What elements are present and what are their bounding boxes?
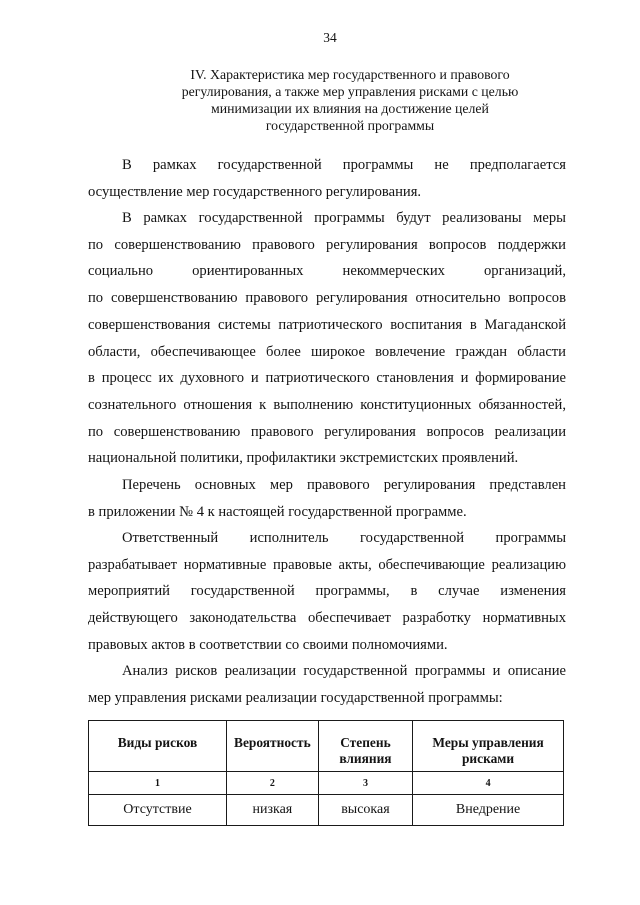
paragraph-line: действующего законодательства обеспечивает разработку нормативных [88, 610, 566, 627]
paragraph-line: В рамках государственной программы будут реализованы меры [122, 210, 566, 226]
paragraph-no-regulation [88, 152, 566, 205]
column-number: 3 [318, 772, 412, 795]
table-cell: Внедрение [413, 795, 564, 826]
paragraph-risk-analysis [88, 658, 566, 711]
header-risk-types: Виды рисков [89, 721, 227, 772]
paragraph-line: по совершенствованию правового регулирования вопросов реализации [88, 423, 566, 440]
table-row [89, 795, 564, 826]
paragraph-line: Ответственный исполнитель государственной программы [122, 530, 566, 546]
paragraph-list-reference [88, 472, 566, 525]
paragraph-line: национальной политики, профилактики экстремистских проявлений. [88, 450, 519, 467]
table-header-row [89, 721, 564, 772]
paragraph-line: сознательного отношения к выполнению конституционных обязанностей, [88, 396, 566, 413]
table-cell: низкая [226, 795, 318, 826]
page-number: 34 [323, 30, 337, 45]
paragraph-line: области, обеспечивающее более широкое вовлечение граждан области [88, 343, 566, 360]
table-number-row [89, 772, 564, 795]
paragraph-line: в процесс их духовного и патриотического становления и формирование [88, 370, 566, 387]
paragraph-line: мер управления рисками реализации государственной программы: [88, 689, 503, 706]
section-heading [100, 66, 600, 134]
paragraph-line: Анализ рисков реализации государственной программы и описание [122, 663, 566, 679]
heading-line: IV. Характеристика мер государственного и правового [190, 67, 510, 82]
paragraph-legal-measures [88, 205, 566, 472]
paragraph-responsible-executor [88, 525, 566, 659]
header-probability: Вероятность [226, 721, 318, 772]
header-management-measures: Меры управления рисками [413, 721, 564, 772]
paragraph-line: осуществление мер государственного регулирования. [88, 183, 422, 200]
risks-table [88, 720, 564, 826]
column-number: 1 [89, 772, 227, 795]
heading-line: регулирования, а также мер управления рисками с целью [181, 84, 519, 99]
paragraph-line: правовых актов в соответствии со своими полномочиями. [88, 636, 448, 653]
heading-line: минимизации их влияния на достижение целей [211, 101, 489, 116]
paragraph-line: мероприятий государственной программы, в случае изменения [88, 583, 566, 600]
header-impact-degree: Степень влияния [318, 721, 412, 772]
paragraph-line: Перечень основных мер правового регулирования представлен [122, 477, 566, 493]
column-number: 4 [413, 772, 564, 795]
paragraph-line: социально ориентированных некоммерческих организаций, [88, 263, 566, 280]
column-number: 2 [226, 772, 318, 795]
paragraph-line: разрабатывает нормативные правовые акты, обеспечивающие реализацию [88, 556, 566, 573]
paragraph-line: в приложении № 4 к настоящей государственной программе. [88, 503, 467, 520]
paragraph-line: по совершенствованию правового регулирования относительно вопросов [88, 290, 566, 307]
heading-line: государственной программы [265, 118, 435, 133]
table-cell: высокая [318, 795, 412, 826]
paragraph-line: совершенствования системы патриотического воспитания в Магаданской [88, 316, 566, 333]
table-cell: Отсутствие [89, 795, 227, 826]
paragraph-line: по совершенствованию правового регулирования вопросов поддержки [88, 236, 566, 253]
paragraph-line: В рамках государственной программы не предполагается [122, 157, 566, 173]
